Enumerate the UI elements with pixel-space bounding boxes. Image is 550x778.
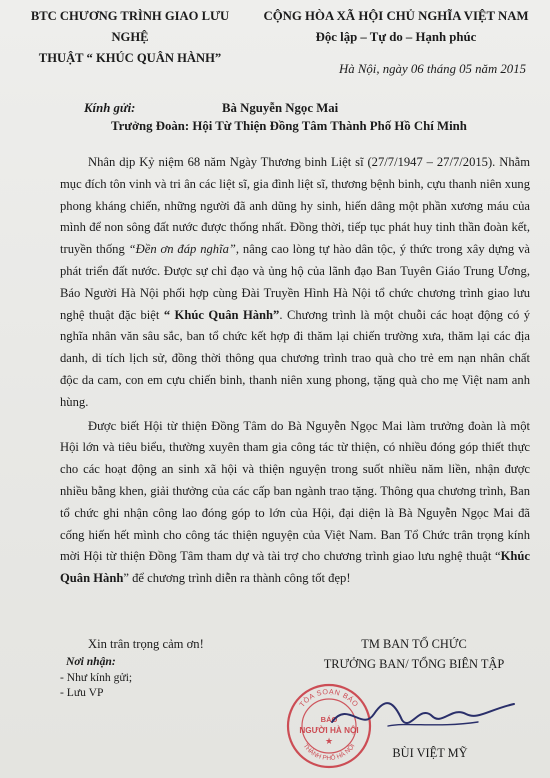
- signature-title: [296, 634, 532, 674]
- organizer-header: [14, 6, 246, 69]
- paragraph-2-part-2: ” để chương trình diễn ra thành công tốt đẹp!: [123, 571, 351, 586]
- program-name-bold-2: Khúc Quân Hành: [60, 549, 530, 586]
- organizer-line-2: THUẬT “ KHÚC QUÂN HÀNH”: [38, 51, 222, 65]
- closing-line: Xin trân trọng cảm ơn!: [88, 637, 204, 651]
- program-name-bold: “ Khúc Quân Hành”: [163, 307, 280, 322]
- paragraph-1-part-2: , nâng cao lòng tự hào dân tộc, ý thức trong xây dựng và phát triển đất nước. Được sự chỉ đạo và ủng hộ của lãnh đạo Ban Tuyên Giáo Trung Ương, Báo Người Hà Nội phối hợp cùng Đài Truyền Hình Hà Nội tổ chức chương trình giao lưu nghệ thuật đặc biệt: [60, 242, 530, 322]
- handwritten-signature: [328, 692, 518, 742]
- paragraph-2-part-1: Được biết Hội từ thiện Đồng Tâm do Bà Nguyễn Ngọc Mai làm trưởng đoàn là một Hội lớn và tiêu biểu, thường xuyên tham gia công tác từ thiện, có nhiều đóng góp thiết thực cho các hoạt động an sinh xã hội và thiện nguyện trong suốt nhiều năm liền, nhận được nhiều bằng khen, giải thưởng của các cấp ban ngành trao tặng. Thông qua chương trình, Ban tổ chức ghi nhận công lao đóng góp to lớn của Hội, đại diện là Bà Nguyễn Ngọc Mai đã cống hiến hết mình cho công tác thiện nguyện của Việt Nam. Ban Tổ Chức trân trọng kính mời Hội từ thiện Đồng Tâm tham dự và tài trợ cho chương trình giao lưu nghệ thuật “: [60, 418, 530, 564]
- recipient-item: - Như kính gửi;: [60, 670, 133, 684]
- stamp-arc-top-text: TÒA SOẠN BÁO: [297, 686, 361, 709]
- addressee-label: Kính gửi:: [84, 101, 136, 115]
- national-motto: Độc lập – Tự do – Hạnh phúc: [315, 30, 477, 44]
- signer-name: BÙI VIỆT MỸ: [392, 746, 468, 760]
- paragraph-1-part-1: Nhân dịp Kỷ niệm 68 năm Ngày Thương binh Liệt sĩ (27/7/1947 – 27/7/2015). Nhằm mục đích tôn vinh và tri ân các liệt sĩ, gia đình liệt sĩ, thương bệnh binh, cựu thanh niên xung phong kháng chiến, những người đã anh dũng hy sinh, hiến dâng một phần xương máu của mình để non sông đất nước được thống nhất. Đồng thời, tiếp tục phát huy tinh thần đoàn kết, truyền thống: [60, 155, 530, 257]
- stamp-center-top: BÁO: [320, 715, 338, 724]
- document-date: Hà Nội, ngày 06 tháng 05 năm 2015: [339, 62, 526, 76]
- paragraph-1-part-3: . Chương trình là một chuỗi các hoạt động có ý nghĩa nhân văn sâu sắc, ban tổ chức kết hợp đi thăm lại chiến trường xưa, thăm lại các địa danh, di tích lịch sử, đồng thời thông qua chương trình trao quà cho trẻ em nạn nhân chất độc da cam, con em cựu chiến binh, thanh niên xung phong, tặng quà cho mẹ Việt nam anh hùng.: [60, 307, 530, 409]
- letter-body: [60, 152, 530, 590]
- signature-org: TM BAN TỔ CHỨC: [361, 637, 467, 651]
- republic-title: CỘNG HÒA XÃ HỘI CHỦ NGHĨA VIỆT NAM: [263, 9, 529, 23]
- paragraph-2: [60, 416, 530, 590]
- stamp-center-text: NGƯỜI HÀ NỘI: [299, 726, 359, 735]
- addressee-block: [84, 99, 467, 135]
- addressee-name: Bà Nguyễn Ngọc Mai: [222, 101, 339, 115]
- stamp-star-icon: ★: [324, 736, 334, 746]
- recipients-title: Nơi nhận:: [66, 655, 116, 668]
- paragraph-1: [60, 152, 530, 414]
- paragraph-1-italic-quote: “Đền ơn đáp nghĩa”: [128, 242, 236, 257]
- signature-role: TRƯỞNG BAN/ TỔNG BIÊN TẬP: [323, 657, 505, 671]
- recipients-block: [60, 654, 132, 701]
- stamp-arc-bottom-text: THÀNH PHỐ HÀ NỘI: [301, 742, 357, 763]
- organizer-line-1: BTC CHƯƠNG TRÌNH GIAO LƯU NGHỆ: [30, 9, 230, 44]
- recipient-item: - Lưu VP: [60, 686, 104, 699]
- addressee-title: Trưởng Đoàn: Hội Từ Thiện Đồng Tâm Thành Phố Hồ Chí Minh: [111, 119, 467, 133]
- national-header: [250, 6, 542, 48]
